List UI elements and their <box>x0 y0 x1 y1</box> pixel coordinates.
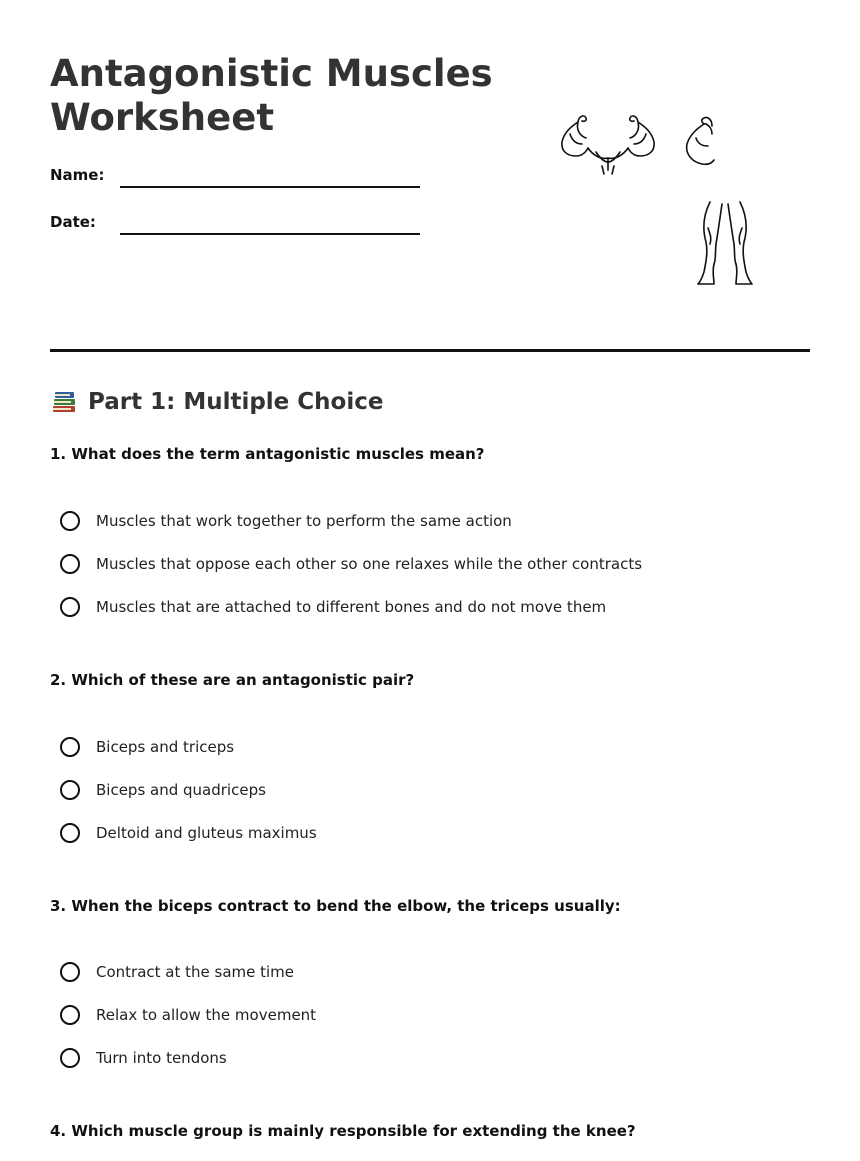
question-1-option-3[interactable] <box>60 594 606 620</box>
option-label: Biceps and quadriceps <box>96 781 266 799</box>
option-label: Muscles that are attached to different bones and do not move them <box>96 598 607 616</box>
question-3: 3. When the biceps contract to bend the elbow, the triceps usually: <box>50 897 621 915</box>
question-2: 2. Which of these are an antagonistic pair? <box>50 671 415 689</box>
radio-button[interactable] <box>60 780 80 800</box>
flexing-arm-icon <box>682 112 722 170</box>
option-label: Relax to allow the movement <box>96 1006 317 1024</box>
question-3-option-3[interactable] <box>60 1045 227 1071</box>
option-label: Contract at the same time <box>96 963 295 981</box>
radio-button[interactable] <box>60 1048 80 1068</box>
legs-icon <box>694 198 756 288</box>
part1-heading <box>50 388 383 416</box>
question-3-option-1[interactable] <box>60 959 294 985</box>
worksheet-title <box>50 52 493 140</box>
date-field[interactable] <box>120 233 420 235</box>
option-label: Muscles that oppose each other so one relaxes while the other contracts <box>96 555 643 573</box>
option-label: Deltoid and gluteus maximus <box>96 824 317 842</box>
question-2-option-3[interactable] <box>60 820 317 846</box>
radio-button[interactable] <box>60 554 80 574</box>
option-label: Turn into tendons <box>96 1049 227 1067</box>
radio-button[interactable] <box>60 962 80 982</box>
option-label: Biceps and triceps <box>96 738 235 756</box>
question-1-option-2[interactable] <box>60 551 642 577</box>
question-2-option-2[interactable] <box>60 777 266 803</box>
books-icon <box>50 388 78 416</box>
radio-button[interactable] <box>60 737 80 757</box>
question-1-option-1[interactable] <box>60 508 512 534</box>
radio-button[interactable] <box>60 511 80 531</box>
question-3-option-2[interactable] <box>60 1002 316 1028</box>
section-divider <box>50 349 810 352</box>
title-line-2: Worksheet <box>50 96 275 139</box>
question-2-option-1[interactable] <box>60 734 234 760</box>
radio-button[interactable] <box>60 597 80 617</box>
part1-heading-text: Part 1: Multiple Choice <box>88 389 384 415</box>
radio-button[interactable] <box>60 823 80 843</box>
question-4: 4. Which muscle group is mainly responsible for extending the knee? <box>50 1122 636 1140</box>
flexing-torso-icon <box>556 108 660 178</box>
question-1: 1. What does the term antagonistic muscles mean? <box>50 445 485 463</box>
name-label: Name: <box>50 166 105 184</box>
option-label: Muscles that work together to perform the same action <box>96 512 512 530</box>
title-line-1: Antagonistic Muscles <box>50 52 493 95</box>
radio-button[interactable] <box>60 1005 80 1025</box>
name-field[interactable] <box>120 186 420 188</box>
date-label: Date: <box>50 213 96 231</box>
